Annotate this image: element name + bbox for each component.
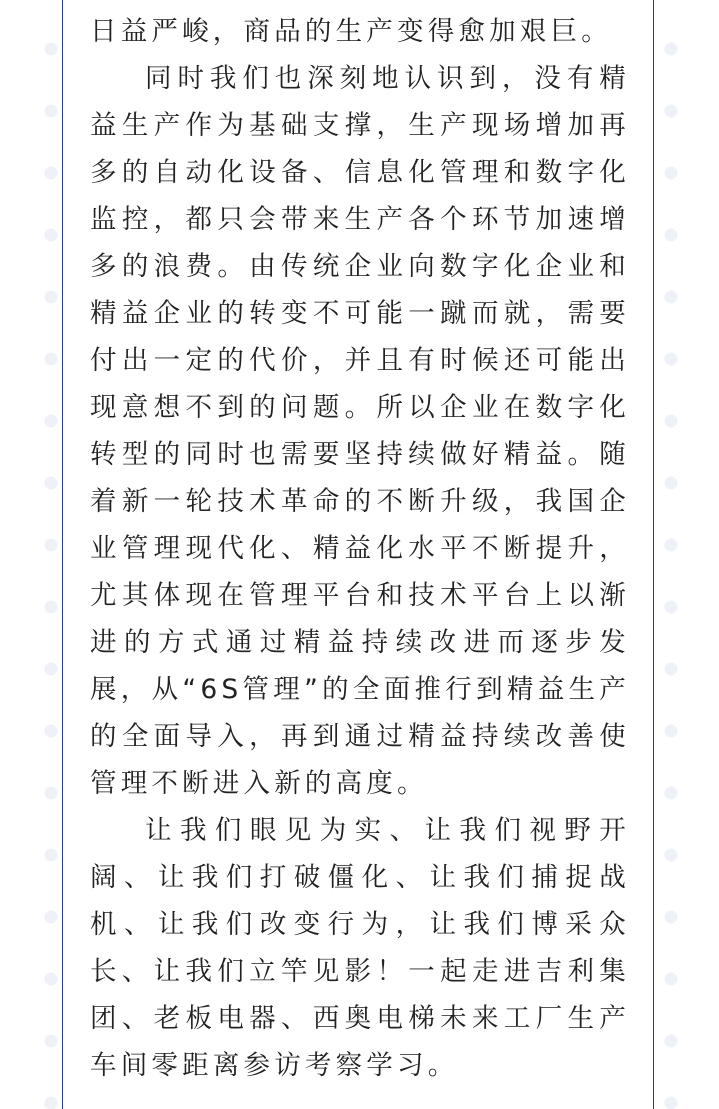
- article-body: [90, 8, 630, 1089]
- paragraph-factory-visit: 让我们眼见为实、让我们视野开阔、让我们打破僵化、让我们捕捉战机、让我们改变行为，让我们博采众长、让我们立竿见影！一起走进吉利集团、老板电器、西奥电梯未来工厂生产车间零距离参访考察学习。: [90, 815, 630, 1081]
- paragraph-lean-production: 同时我们也深刻地认识到，没有精益生产作为基础支撑，生产现场增加再多的自动化设备、信息化管理和数字化监控，都只会带来生产各个环节加速增多的浪费。由传统企业向数字化企业和精益企业的转变不可能一蹴而就，需要付出一定的代价，并且有时候还可能出现意想不到的问题。所以企业在数字化转型的同时也需要坚持续做好精益。随着新一轮技术革命的不断升级，我国企业管理现代化、精益化水平不断提升，尤其体现在管理平台和技术平台上以渐进的方式通过精益持续改进而逐步发展，从“6S管理”的全面推行到精益生产的全面导入，再到通过精益持续改善使管理不断进入新的高度。: [90, 63, 630, 799]
- paragraph-intro-tail: 日益严峻，商品的生产变得愈加艰巨。: [90, 16, 612, 47]
